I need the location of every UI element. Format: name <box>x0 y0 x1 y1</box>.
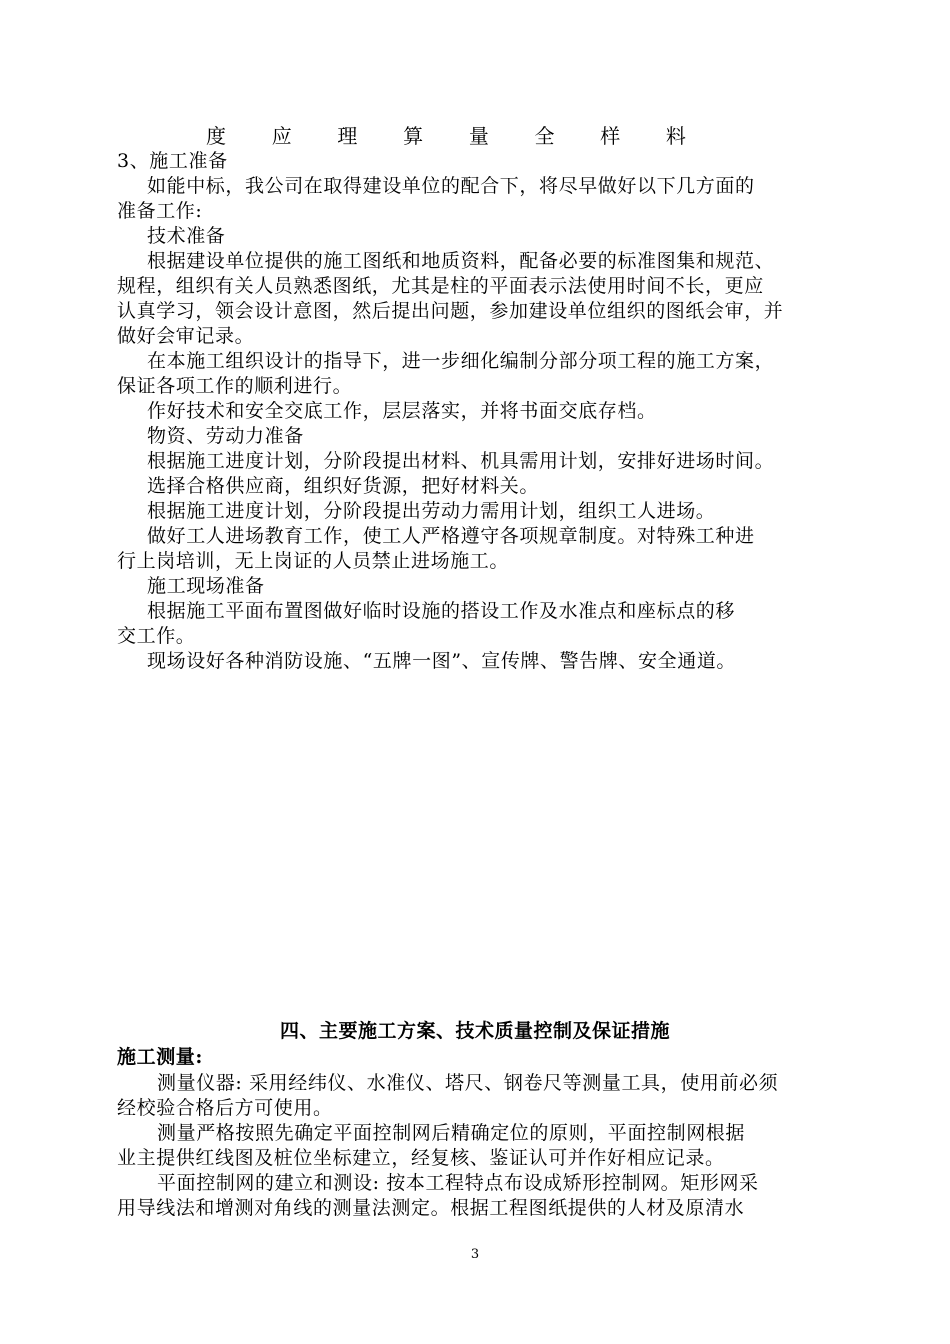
subsection-heading: 施工测量: <box>117 1046 204 1068</box>
paragraph-line: 根据建设单位提供的施工图纸和地质资料，配备必要的标准图集和规范、 <box>147 250 775 272</box>
paragraph-line: 做好会审记录。 <box>117 325 255 347</box>
paragraph-line: 测量严格按照先确定平面控制网后精确定位的原则，平面控制网根据 <box>157 1122 746 1144</box>
paragraph-line: 测量仪器: 采用经纬仪、水准仪、塔尺、钢卷尺等测量工具，使用前必须 <box>157 1072 779 1094</box>
paragraph-line: 经校验合格后方可使用。 <box>117 1097 333 1119</box>
paragraph-line: 如能中标，我公司在取得建设单位的配合下，将尽早做好以下几方面的 <box>147 175 755 197</box>
header-word: 全 <box>534 124 555 148</box>
subheading: 技术准备 <box>147 225 226 247</box>
page-number: 3 <box>470 1247 480 1262</box>
paragraph-line: 做好工人进场教育工作，使工人严格遵守各项规章制度。对特殊工种进 <box>147 525 755 547</box>
paragraph-line: 规程，组织有关人员熟悉图纸，尤其是柱的平面表示法使用时间不长，更应 <box>117 275 764 297</box>
paragraph-line: 作好技术和安全交底工作，层层落实，并将书面交底存档。 <box>147 400 657 422</box>
subheading: 物资、劳动力准备 <box>147 425 304 447</box>
paragraph-line: 根据施工进度计划，分阶段提出材料、机具需用计划，安排好进场时间。 <box>147 450 775 472</box>
paragraph-line: 用导线法和增测对角线的测量法测定。根据工程图纸提供的人材及原清水 <box>117 1197 745 1219</box>
paragraph-line: 业主提供红线图及桩位坐标建立，经复核、鉴证认可并作好相应记录。 <box>117 1147 725 1169</box>
header-word: 应 <box>271 124 292 148</box>
paragraph-line: 平面控制网的建立和测设: 按本工程特点布设成矫形控制网。矩形网采 <box>157 1172 759 1194</box>
header-word: 量 <box>468 124 489 148</box>
paragraph-line: 保证各项工作的顺利进行。 <box>117 375 353 397</box>
header-word: 料 <box>665 124 686 148</box>
paragraph-line: 根据施工进度计划，分阶段提出劳动力需用计划，组织工人进场。 <box>147 500 716 522</box>
paragraph-line: 选择合格供应商，组织好货源，把好材料关。 <box>147 475 540 497</box>
section-heading: 3、施工准备 <box>117 150 228 172</box>
header-word: 度 <box>206 124 226 148</box>
page-header <box>206 124 686 148</box>
paragraph-line: 行上岗培训，无上岗证的人员禁止进场施工。 <box>117 550 510 572</box>
paragraph-line: 在本施工组织设计的指导下，进一步细化编制分部分项工程的施工方案， <box>147 350 775 372</box>
header-word: 理 <box>337 124 358 148</box>
section-title: 四、主要施工方案、技术质量控制及保证措施 <box>279 1020 670 1042</box>
paragraph-line: 准备工作: <box>117 200 203 222</box>
paragraph-line: 现场设好各种消防设施、“五牌一图”、宣传牌、警告牌、安全通道。 <box>147 650 737 672</box>
paragraph-line: 交工作。 <box>117 625 196 647</box>
paragraph-line: 认真学习，领会设计意图，然后提出问题，参加建设单位组织的图纸会审，并 <box>117 300 784 322</box>
header-word: 算 <box>403 124 424 148</box>
paragraph-line: 根据施工平面布置图做好临时设施的搭设工作及水准点和座标点的移 <box>147 600 736 622</box>
header-word: 样 <box>600 124 621 148</box>
subheading: 施工现场准备 <box>147 575 265 597</box>
